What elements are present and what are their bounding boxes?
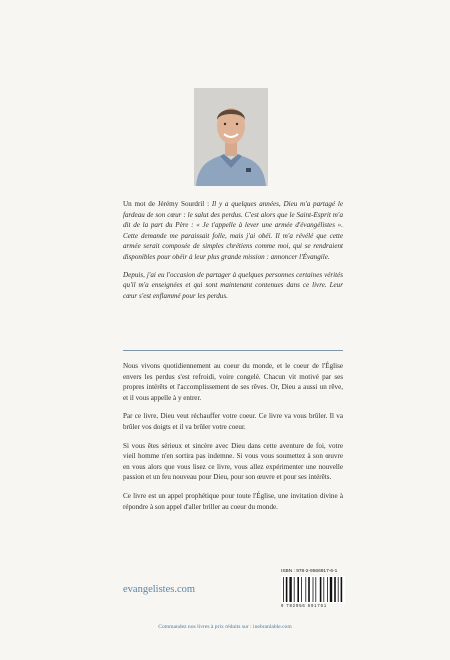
barcode-bars	[281, 576, 345, 603]
book-description	[123, 361, 343, 520]
website-link[interactable]: evangelistes.com	[123, 584, 196, 595]
description-paragraph-2: Par ce livre, Dieu veut réchauffer votre coeur. Ce livre va vous brûler. Il va brûler vos doigts et il va brûler votre coeur.	[123, 412, 343, 431]
isbn-label: ISBN : 978-2-9566917-6-1	[281, 569, 338, 574]
description-paragraph-3: Si vous êtes sérieux et sincère avec Dieu dans cette aventure de foi, votre vieil homme n'en sortira pas indemne. Si vous vous soumettez à son œuvre en vous alors que vous lisez ce livre, vous allez expérimenter une nouvelle passion et un feu nouveau pour Dieu, pour son œuvre et pour ses intérêts.	[123, 441, 343, 482]
barcode-image	[281, 576, 345, 603]
author-portrait-graphic	[194, 88, 268, 186]
author-photo	[194, 88, 268, 186]
author-intro	[123, 199, 343, 308]
footer-order-note: Commandez nos livres à prix réduits sur : inebranlable.com	[158, 624, 292, 630]
barcode-digits: 9 782956 691761	[281, 603, 328, 608]
description-paragraph-4: Ce livre est un appel prophétique pour toute l'Église, une invitation divine à répondre à son appel d'aller briller au coeur du monde.	[123, 491, 343, 511]
section-divider	[123, 350, 343, 351]
intro-paragraph-2: Depuis, j'ai eu l'occasion de partager à quelques personnes certaines vérités qu'il m'a enseignées et qui sont maintenant contenues dans ce livre. Leur cœur s'est enflammé pour les perdus.	[123, 270, 343, 300]
description-paragraph-1: Nous vivons quotidiennement au coeur du monde, et le coeur de l'Église envers les perdus s'est refroidi, voire congelé. Chacun vit motivé par ses propres intérêts et l'accomplissement de ses rêves. Or, Dieu a aussi un rêve, et il vous appelle à y entrer.	[123, 362, 343, 402]
intro-quote: Il y a quelques années, Dieu m'a partagé le fardeau de son cœur : le salut des perdus. C'est alors que le Saint-Esprit m'a dit de la part du Père : « Je t'appelle à lever une armée d'évangélistes ». Cette demande me paraissait folle, mais j'ai obéi. Il m'a révélé que cette armée serait composée de simples chrétiens comme moi, qui se rendraient disponibles pour obéir à leur plus grande mission : annoncer l'Évangile.	[123, 200, 343, 261]
intro-lead: Un mot de Jérémy Sourdril :	[123, 200, 212, 208]
intro-paragraph-1	[123, 199, 343, 263]
